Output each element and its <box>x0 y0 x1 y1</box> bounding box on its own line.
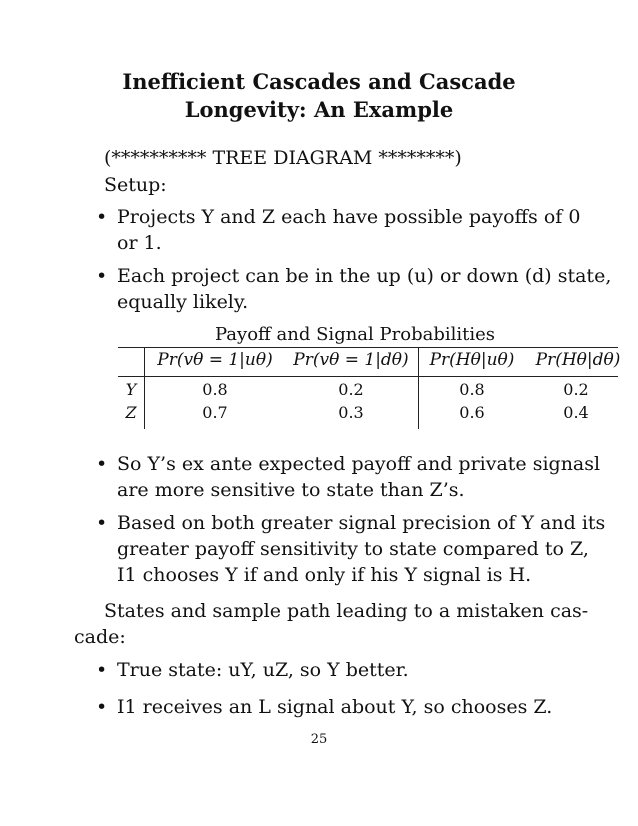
bullet-4-line-1: Based on both greater signal precision of Y and its <box>117 512 606 534</box>
paragraph-line-1: States and sample path leading to a mistaken cas- <box>104 600 589 622</box>
bullet-4-line-2: greater payoff sensitivity to state compared to Z, <box>117 538 589 560</box>
table-header-cell: Pr(vθ = 1|uθ) <box>157 350 273 370</box>
table-cell: 0.2 <box>338 380 364 399</box>
table-header-cell: Pr(vθ = 1|dθ) <box>293 350 409 370</box>
table-header-cell: Pr(Hθ|dθ) <box>535 350 621 370</box>
bullet-dot: • <box>96 696 108 718</box>
table-cell: 0.8 <box>459 380 485 399</box>
bullet-3-line-2: are more sensitive to state than Z’s. <box>117 479 465 501</box>
table-header-cell: Pr(Hθ|uθ) <box>429 350 515 370</box>
title-line-1: Inefficient Cascades and Cascade <box>122 69 516 94</box>
bullet-dot: • <box>96 453 108 475</box>
bullet-1-line-1: Projects Y and Z each have possible payoffs of 0 <box>117 206 581 228</box>
table-cell: 0.2 <box>563 380 589 399</box>
bullet-1-line-2: or 1. <box>117 232 162 254</box>
bullet-2-line-2: equally likely. <box>117 291 249 313</box>
bullet-6-text: I1 receives an L signal about Y, so chooses Z. <box>117 696 553 718</box>
table-top-rule <box>118 347 618 348</box>
paragraph-line-2: cade: <box>74 626 126 648</box>
bullet-dot: • <box>96 512 108 534</box>
tree-diagram-placeholder: (********** TREE DIAGRAM ********) <box>104 147 462 169</box>
table-row-label: Y <box>125 380 137 399</box>
table-caption: Payoff and Signal Probabilities <box>214 324 495 345</box>
bullet-5-text: True state: uY, uZ, so Y better. <box>117 659 409 681</box>
bullet-dot: • <box>96 206 108 228</box>
bullet-4-line-3: I1 chooses Y if and only if his Y signal is H. <box>117 564 532 586</box>
bullet-dot: • <box>96 265 108 287</box>
table-vline-2 <box>418 347 419 429</box>
title-line-2: Longevity: An Example <box>184 97 454 122</box>
table-cell: 0.6 <box>459 403 485 422</box>
bullet-2-line-1: Each project can be in the up (u) or down (d) state, <box>117 265 612 287</box>
bullet-3-line-1: So Y’s ex ante expected payoff and private signasl <box>117 453 601 475</box>
page-number: 25 <box>310 732 328 747</box>
table-cell: 0.7 <box>202 403 228 422</box>
table-cell: 0.8 <box>202 380 228 399</box>
bullet-dot: • <box>96 659 108 681</box>
table-row-label: Z <box>125 403 137 422</box>
table-vline-1 <box>144 347 145 429</box>
table-header-rule <box>118 376 618 377</box>
setup-label: Setup: <box>104 174 167 196</box>
table-cell: 0.3 <box>338 403 364 422</box>
table-cell: 0.4 <box>563 403 589 422</box>
